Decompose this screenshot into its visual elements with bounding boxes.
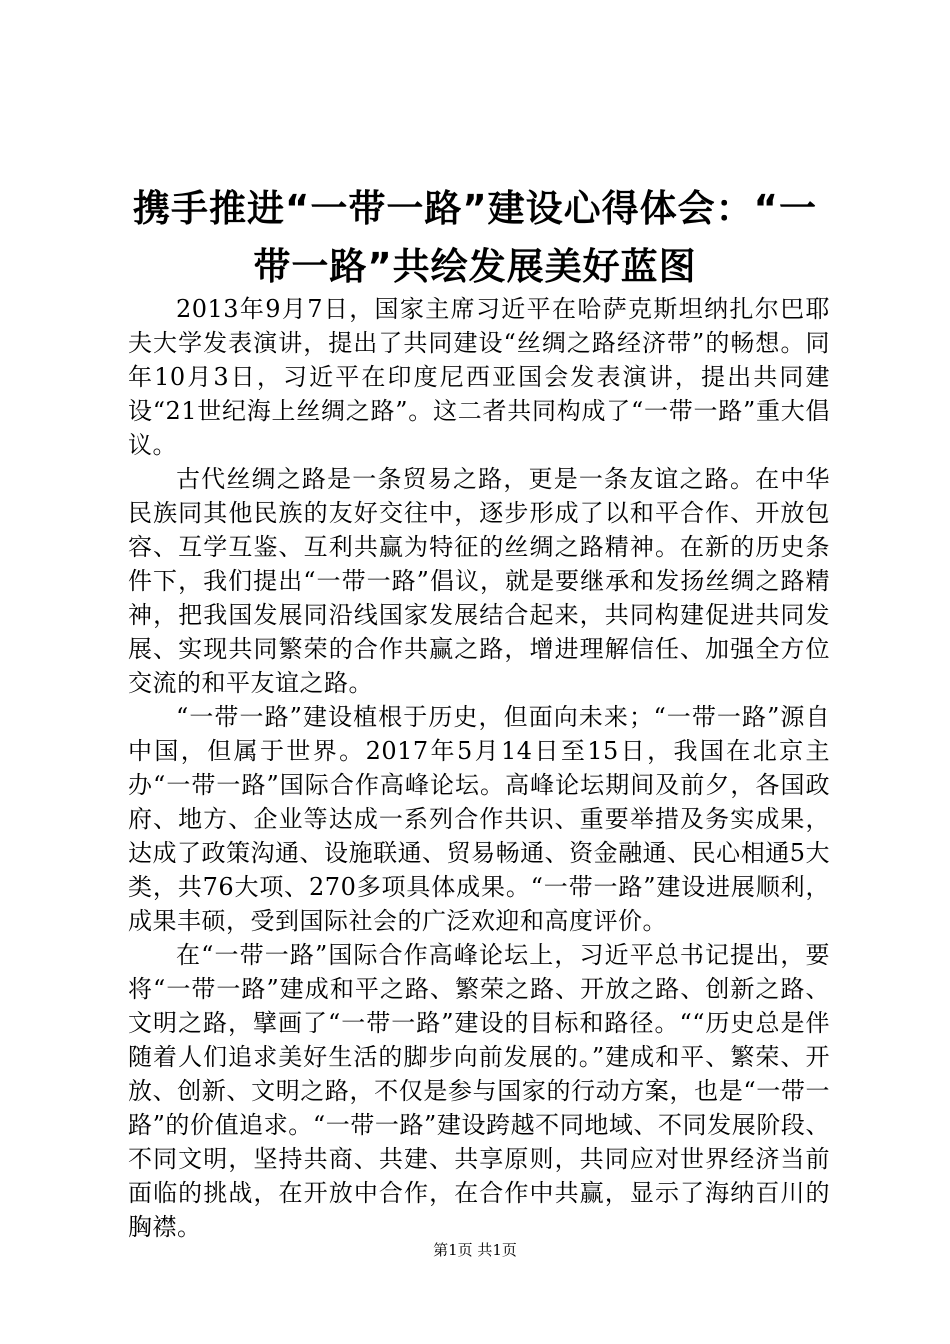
page-number-footer: 第1页 共1页	[433, 1241, 517, 1259]
paragraph-4: 在“一带一路”国际合作高峰论坛上，习近平总书记提出，要将“一带一路”建成和平之路、繁荣之路、开放之路、创新之路、文明之路，擘画了“一带一路”建设的目标和路径。““历史总是伴随着人们追求美好生活的脚步向前发展的。”建成和平、繁荣、开放、创新、文明之路，不仅是参与国家的行动方案，也是“一带一路”的价值追求。“一带一路”建设跨越不同地域、不同发展阶段、不同文明，坚持共商、共建、共享原则，共同应对世界经济当前面临的挑战，在开放中合作，在合作中共赢，显示了海纳百川的胸襟。	[128, 941, 830, 1241]
paragraph-2: 古代丝绸之路是一条贸易之路，更是一条友谊之路。在中华民族同其他民族的友好交往中，逐步形成了以和平合作、开放包容、互学互鉴、互利共赢为特征的丝绸之路精神。在新的历史条件下，我们提出“一带一路”倡议，就是要继承和发扬丝绸之路精神，把我国发展同沿线国家发展结合起来，共同构建促进共同发展、实现共同繁荣的合作共赢之路，增进理解信任、加强全方位交流的和平友谊之路。	[128, 465, 830, 697]
document-title: 携手推进“一带一路”建设心得体会：“一带一路”共绘发展美好蓝图	[133, 187, 817, 288]
paragraph-3: “一带一路”建设植根于历史，但面向未来；“一带一路”源自中国，但属于世界。2017年5月14日至15日，我国在北京主办“一带一路”国际合作高峰论坛。高峰论坛期间及前夕，各国政府、地方、企业等达成一系列合作共识、重要举措及务实成果，达成了政策沟通、设施联通、贸易畅通、资金融通、民心相通5大类，共76大项、270多项具体成果。“一带一路”建设进展顺利，成果丰硕，受到国际社会的广泛欢迎和高度评价。	[128, 703, 830, 935]
document-body	[128, 292, 830, 1244]
paragraph-1: 2013年9月7日，国家主席习近平在哈萨克斯坦纳扎尔巴耶夫大学发表演讲，提出了共同建设“丝绸之路经济带”的畅想。同年10月3日，习近平在印度尼西亚国会发表演讲，提出共同建设“21世纪海上丝绸之路”。这二者共同构成了“一带一路”重大倡议。	[128, 295, 830, 459]
